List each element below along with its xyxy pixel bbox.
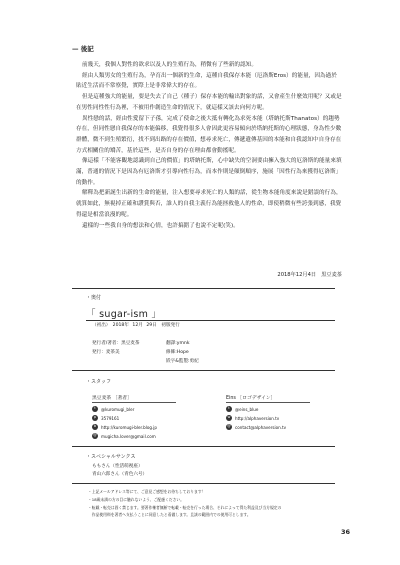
afterword-paragraph: 經由人類男女的生殖行為，孕育出一個新的生命，這種自我保存本能（厄洛斯Eros）的能量，因為過於貼近生活而不常察覺，實際上是非常偉大的存在。: [76, 72, 337, 90]
proofreading-credit: 修飾:Hope: [166, 350, 189, 355]
colophon-top-rule: [72, 288, 335, 289]
edition-line: （初出） 2018年 12月 29日 初版発行: [92, 323, 180, 328]
thanks-line: ももさん（性活萌視座）: [92, 464, 143, 469]
contact-text: 3579161: [101, 415, 120, 421]
staff-underline: [226, 402, 310, 403]
note-line: 作品使用料を著者へ支払うことに同意したと看做します。且該の範囲内での使用可とします。: [88, 512, 251, 517]
staff-label: ・スタッフ: [86, 379, 112, 385]
note-line: ・上記メールアドレス等にて、ご意見ご感想をお待ちしております！: [88, 489, 206, 494]
twitter-icon: t: [92, 406, 98, 412]
blog-icon: b: [93, 424, 97, 429]
note-line: ・転載・転売は固く禁じます。要著作権者無断で転載・転売を行った場合、それによって得た利益及び当方規定の: [88, 505, 282, 510]
publisher-author: 発行者/著者：黒豆麦茶: [92, 341, 140, 346]
afterword-paragraph: 但是這種強大的能量，要是失去了自己（種子）保存本能的輸出對象的話，又會產生什麼效用呢？又或是在男性同性性行為裡，不被用作創造生命的情況下，就這樣又該去向何方呢。: [76, 94, 342, 111]
pixiv-icon: p: [93, 415, 97, 420]
afterword-paragraph: 異性戀的話，經由性愛留下子孫，完成了使命之後大抵有轉化為求死本能（塔納托斯Thanatos）的趨勢存在，但同性戀自我保存的本能偏移，我覺得很多人會因此更容易傾向於塔納托斯的心理狀態，身為性少數群體，微不到生殖繁衍，找不到出路的存在價值，想尋求死亡，傳遞遺傳基因的本能和自我認知中自身存在方式相關住的矯苦，基於這些，是否自身的存在理由都會動搖呢。: [76, 115, 342, 154]
contact-row[interactable]: [92, 433, 156, 439]
contact-row[interactable]: [226, 424, 286, 430]
thanks-label: ・スペシャルサンクス: [86, 454, 136, 460]
afterword-heading: — 後記: [72, 45, 94, 53]
contact-text: @kuromugi_bler: [101, 406, 135, 412]
twitter-icon: t: [226, 406, 232, 412]
staff-name-logo: Eins ［ロゴデザイン］: [226, 396, 276, 401]
notes-rule: [72, 483, 335, 484]
colophon-label: ・奥付: [86, 295, 102, 301]
page-number: 36: [340, 528, 350, 536]
afterword-body: [76, 60, 342, 231]
thanks-rule: [72, 446, 335, 447]
staff-underline: [92, 402, 176, 403]
book-title: 「 sugar-ism 」: [86, 309, 162, 320]
web-icon: w: [227, 415, 231, 420]
contact-text: http://kuromugi-bler.blog.jp: [101, 424, 158, 430]
contact-row[interactable]: [92, 415, 119, 421]
afterword-paragraph: 像這樣「不能客觀地認識到自己的價值」的塔納托斯，心中缺失的空洞要由擁入強大的厄洛斯的能量來填滿，普通的情況下是因為有厄洛斯才引導向性行為，而本作則是顛倒順序，施展「因性行為來獲得厄洛斯」的動作。: [76, 158, 342, 186]
afterword-paragraph: 解釋為把新誕生出新的生命的能量，注入想要尋求死亡的人類的話，從生物本能角度來說是錯誤的行為，就算如此，無視掉正確和讚賞與否，誰人的自我主義行為能拯救他人的性命，即使稍微有些誇張到感，我覺得還是相當浪漫的呢。: [76, 190, 342, 218]
contact-row[interactable]: [226, 415, 279, 421]
mail-icon: @: [227, 424, 231, 429]
contact-text: http://alphaversion.tv: [235, 415, 280, 421]
contact-row[interactable]: [226, 406, 258, 412]
staff-name-author: 黒豆麦茶 ［著者］: [92, 396, 132, 401]
contact-text: contact@alphaversion.tv: [235, 424, 287, 430]
title-rule: [86, 320, 335, 321]
contact-row[interactable]: [92, 406, 134, 412]
contact-text: @eins_blue: [235, 406, 259, 412]
typesetting-credit: 嵌字&監製:勇紀: [166, 359, 199, 364]
note-line: ・18歳未満の方の目に触れないよう、ご配慮ください。: [88, 497, 184, 502]
afterword-paragraph: 還樣的一些我自身的想法和心情，也許搞錯了也說不定呢(笑)。: [82, 222, 239, 229]
staff-rule: [72, 370, 335, 371]
translation-credit: 翻譯:ymnk: [166, 341, 190, 346]
afterword-signature: 2018年12月4日 黒豆麦茶: [277, 272, 342, 278]
thanks-line: 青山六郎さん（青色六号）: [92, 472, 148, 477]
afterword-paragraph: 前幾天，我個人對性的欲求以及人的生殖行為，稍微有了些新的認知。: [82, 62, 257, 68]
contact-text: mugicha.lover@gmail.com: [101, 433, 156, 439]
contact-row[interactable]: [92, 424, 157, 430]
mail-icon: @: [93, 433, 97, 438]
publisher-house: 発行：麦茶美: [92, 350, 120, 355]
